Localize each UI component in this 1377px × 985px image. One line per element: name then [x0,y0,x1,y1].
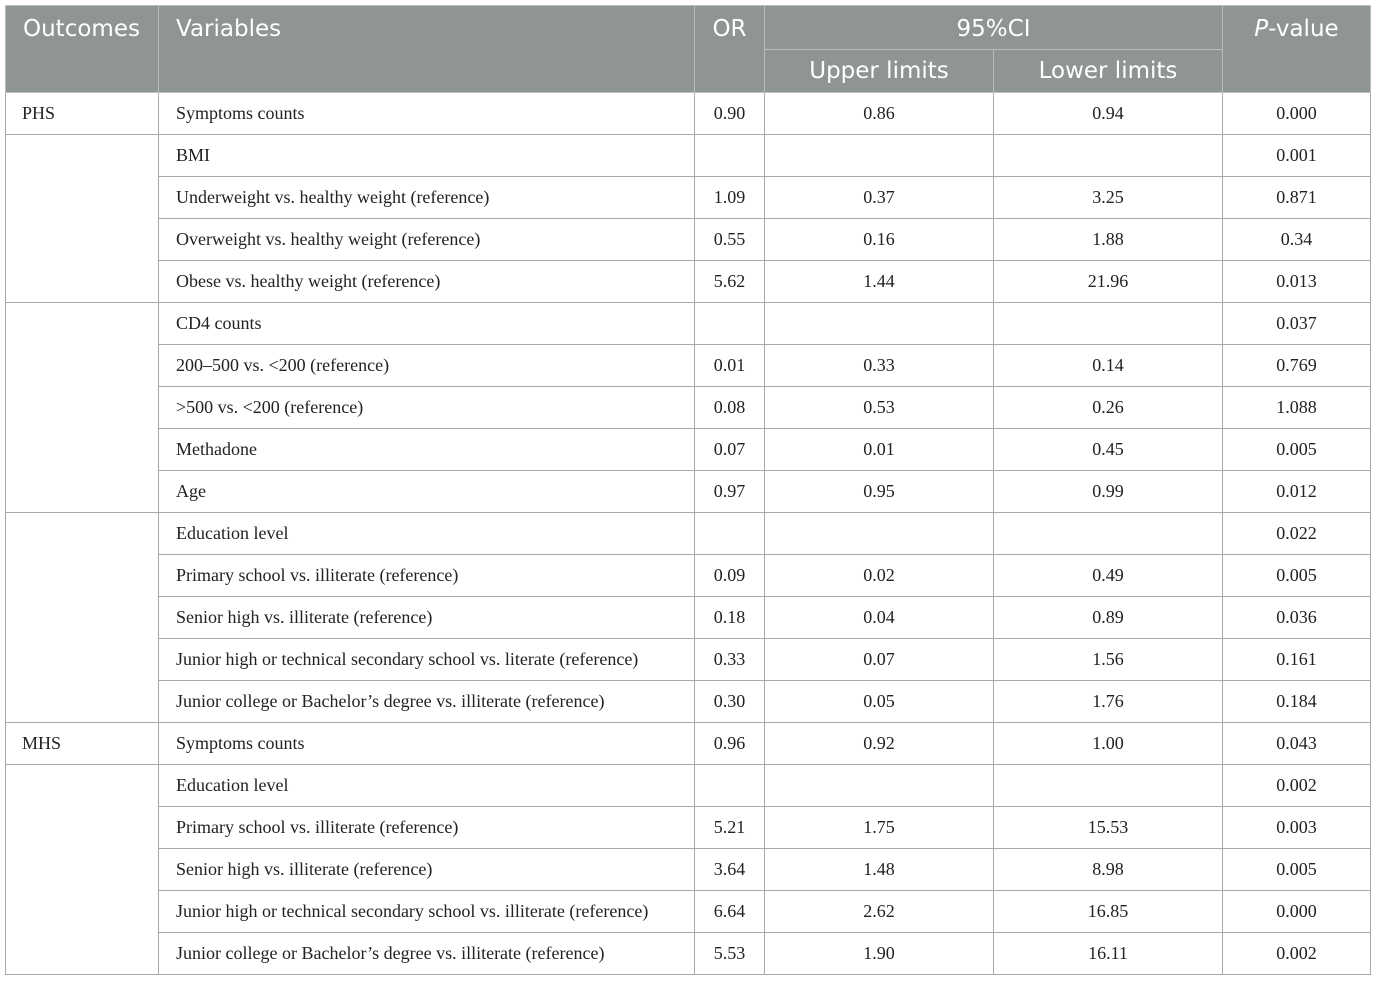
upper-limit-cell: 0.05 [765,681,994,723]
or-cell: 3.64 [695,849,765,891]
p-value-cell: 0.005 [1223,555,1371,597]
variable-cell: Junior high or technical secondary school vs. illiterate (reference) [159,891,695,933]
or-cell [695,135,765,177]
outcome-cell [6,303,159,513]
lower-limit-cell [994,135,1223,177]
table-row [6,723,1371,765]
table-row [6,387,1371,429]
lower-limit-cell: 1.88 [994,219,1223,261]
upper-limit-cell [765,765,994,807]
lower-limit-cell: 1.00 [994,723,1223,765]
upper-limit-cell: 0.92 [765,723,994,765]
table-row [6,849,1371,891]
variable-cell: Junior college or Bachelor’s degree vs. illiterate (reference) [159,933,695,975]
p-value-cell: 0.161 [1223,639,1371,681]
lower-limit-cell [994,303,1223,345]
upper-limit-cell: 1.90 [765,933,994,975]
p-value-cell: 0.769 [1223,345,1371,387]
upper-limit-cell [765,303,994,345]
upper-limit-cell: 0.01 [765,429,994,471]
upper-limit-cell: 2.62 [765,891,994,933]
upper-limit-cell: 0.07 [765,639,994,681]
or-cell: 0.97 [695,471,765,513]
table-row [6,681,1371,723]
table-row [6,639,1371,681]
p-value-cell: 0.005 [1223,849,1371,891]
or-cell [695,513,765,555]
p-value-cell: 0.002 [1223,765,1371,807]
lower-limit-cell: 1.76 [994,681,1223,723]
or-cell: 1.09 [695,177,765,219]
or-cell: 5.53 [695,933,765,975]
outcome-cell: MHS [6,723,159,765]
upper-limit-cell [765,513,994,555]
variable-cell: Education level [159,513,695,555]
table-row [6,177,1371,219]
table-row [6,345,1371,387]
lower-limit-cell: 8.98 [994,849,1223,891]
p-value-cell: 0.037 [1223,303,1371,345]
lower-limit-cell [994,513,1223,555]
or-cell: 6.64 [695,891,765,933]
or-cell [695,303,765,345]
or-cell: 0.09 [695,555,765,597]
p-value-cell: 0.036 [1223,597,1371,639]
or-cell: 0.90 [695,93,765,135]
table-row [6,135,1371,177]
upper-limit-cell: 1.48 [765,849,994,891]
header-p-rest: -value [1268,16,1339,42]
header-lower-limits: Lower limits [994,50,1223,93]
upper-limit-cell: 0.95 [765,471,994,513]
variable-cell: Primary school vs. illiterate (reference) [159,555,695,597]
table-row [6,555,1371,597]
variable-cell: Age [159,471,695,513]
lower-limit-cell: 0.26 [994,387,1223,429]
upper-limit-cell: 1.44 [765,261,994,303]
outcome-cell [6,135,159,303]
variable-cell: Symptoms counts [159,723,695,765]
header-variables: Variables [159,6,695,93]
header-p-value [1223,6,1371,93]
lower-limit-cell: 16.11 [994,933,1223,975]
lower-limit-cell: 0.45 [994,429,1223,471]
lower-limit-cell: 0.89 [994,597,1223,639]
p-value-cell: 1.088 [1223,387,1371,429]
p-value-cell: 0.001 [1223,135,1371,177]
lower-limit-cell: 0.99 [994,471,1223,513]
table-row [6,219,1371,261]
or-cell: 0.18 [695,597,765,639]
lower-limit-cell: 15.53 [994,807,1223,849]
variable-cell: Junior high or technical secondary school vs. literate (reference) [159,639,695,681]
or-cell: 0.01 [695,345,765,387]
upper-limit-cell: 0.37 [765,177,994,219]
upper-limit-cell: 0.86 [765,93,994,135]
or-cell: 0.08 [695,387,765,429]
variable-cell: Education level [159,765,695,807]
p-value-cell: 0.022 [1223,513,1371,555]
header-outcomes: Outcomes [6,6,159,93]
outcome-cell [6,765,159,975]
variable-cell: BMI [159,135,695,177]
lower-limit-cell: 0.49 [994,555,1223,597]
p-value-cell: 0.005 [1223,429,1371,471]
upper-limit-cell: 0.16 [765,219,994,261]
or-cell: 5.62 [695,261,765,303]
upper-limit-cell: 1.75 [765,807,994,849]
p-value-cell: 0.012 [1223,471,1371,513]
variable-cell: Primary school vs. illiterate (reference) [159,807,695,849]
table-row [6,891,1371,933]
or-cell [695,765,765,807]
lower-limit-cell [994,765,1223,807]
or-cell: 0.96 [695,723,765,765]
p-value-cell: 0.043 [1223,723,1371,765]
p-value-cell: 0.002 [1223,933,1371,975]
variable-cell: Methadone [159,429,695,471]
p-value-cell: 0.000 [1223,891,1371,933]
upper-limit-cell [765,135,994,177]
variable-cell: Senior high vs. illiterate (reference) [159,849,695,891]
lower-limit-cell: 0.14 [994,345,1223,387]
variable-cell: Obese vs. healthy weight (reference) [159,261,695,303]
lower-limit-cell: 1.56 [994,639,1223,681]
table-row [6,429,1371,471]
variable-cell: >500 vs. <200 (reference) [159,387,695,429]
header-95ci: 95%CI [765,6,1223,50]
p-value-cell: 0.184 [1223,681,1371,723]
upper-limit-cell: 0.53 [765,387,994,429]
lower-limit-cell: 3.25 [994,177,1223,219]
header-or: OR [695,6,765,93]
header-p-italic: P [1254,16,1269,42]
or-cell: 0.30 [695,681,765,723]
table-row [6,261,1371,303]
outcome-cell: PHS [6,93,159,135]
table-row [6,93,1371,135]
header-upper-limits: Upper limits [765,50,994,93]
table-row [6,933,1371,975]
or-cell: 0.55 [695,219,765,261]
variable-cell: 200–500 vs. <200 (reference) [159,345,695,387]
variable-cell: Underweight vs. healthy weight (reference) [159,177,695,219]
results-table [5,5,1371,975]
variable-cell: Senior high vs. illiterate (reference) [159,597,695,639]
variable-cell: CD4 counts [159,303,695,345]
or-cell: 0.07 [695,429,765,471]
or-cell: 0.33 [695,639,765,681]
p-value-cell: 0.000 [1223,93,1371,135]
table-row [6,513,1371,555]
lower-limit-cell: 0.94 [994,93,1223,135]
p-value-cell: 0.013 [1223,261,1371,303]
table-row [6,303,1371,345]
p-value-cell: 0.34 [1223,219,1371,261]
upper-limit-cell: 0.04 [765,597,994,639]
table-body [6,93,1371,975]
table-row [6,471,1371,513]
lower-limit-cell: 21.96 [994,261,1223,303]
lower-limit-cell: 16.85 [994,891,1223,933]
table-row [6,765,1371,807]
variable-cell: Symptoms counts [159,93,695,135]
upper-limit-cell: 0.33 [765,345,994,387]
table-row [6,597,1371,639]
variable-cell: Overweight vs. healthy weight (reference) [159,219,695,261]
variable-cell: Junior college or Bachelor’s degree vs. illiterate (reference) [159,681,695,723]
p-value-cell: 0.871 [1223,177,1371,219]
table-row [6,807,1371,849]
upper-limit-cell: 0.02 [765,555,994,597]
p-value-cell: 0.003 [1223,807,1371,849]
or-cell: 5.21 [695,807,765,849]
outcome-cell [6,513,159,723]
